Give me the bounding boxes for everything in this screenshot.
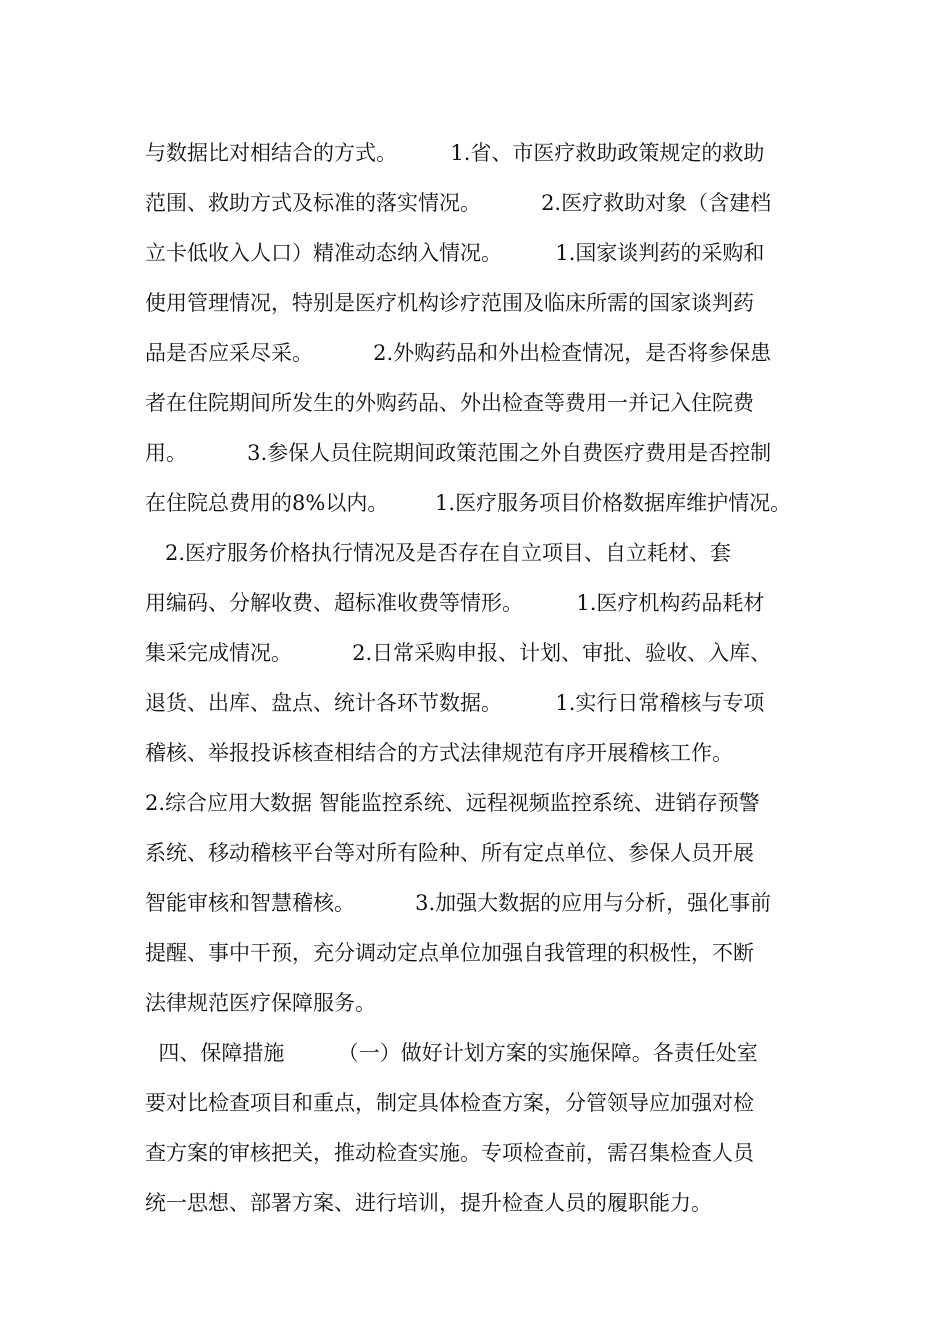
- text-line: 稽核、举报投诉核查相结合的方式法律规范有序开展稽核工作。: [145, 741, 733, 765]
- text-line: 立卡低收入人口）精准动态纳入情况。 1.国家谈判药的采购和: [145, 241, 765, 265]
- text-line: 在住院总费用的8%以内。 1.医疗服务项目价格数据库维护情况。: [145, 491, 792, 515]
- text-line: 退货、出库、盘点、统计各环节数据。 1.实行日常稽核与专项: [145, 691, 765, 715]
- text-line: 2.综合应用大数据 智能监控系统、远程视频监控系统、进销存预警: [145, 791, 760, 815]
- text-line: 集采完成情况。 2.日常采购申报、计划、审批、验收、入库、: [145, 641, 772, 665]
- text-line: 智能审核和智慧稽核。 3.加强大数据的应用与分析，强化事前: [145, 891, 772, 915]
- text-line: 与数据比对相结合的方式。 1.省、市医疗救助政策规定的救助: [145, 141, 765, 165]
- text-line: 系统、移动稽核平台等对所有险种、所有定点单位、参保人员开展: [145, 841, 754, 865]
- text-line: 统一思想、部署方案、进行培训，提升检查人员的履职能力。: [145, 1191, 712, 1215]
- text-line: 品是否应采尽采。 2.外购药品和外出检查情况，是否将参保患: [145, 341, 772, 365]
- text-line: 2.医疗服务价格执行情况及是否存在自立项目、自立耗材、套: [145, 541, 732, 565]
- text-line: 范围、救助方式及标准的落实情况。 2.医疗救助对象（含建档: [145, 191, 772, 215]
- text-line: 要对比检查项目和重点，制定具体检查方案，分管领导应加强对检: [145, 1091, 754, 1115]
- text-line: 查方案的审核把关，推动检查实施。专项检查前，需召集检查人员: [145, 1141, 754, 1165]
- text-line: 使用管理情况，特别是医疗机构诊疗范围及临床所需的国家谈判药: [145, 291, 754, 315]
- section-heading-line: 四、保障措施 （一）做好计划方案的实施保障。各责任处室: [145, 1041, 758, 1065]
- text-line: 者在住院期间所发生的外购药品、外出检查等费用一并记入住院费: [145, 391, 754, 415]
- text-line: 用编码、分解收费、超标准收费等情形。 1.医疗机构药品耗材: [145, 591, 765, 615]
- text-line: 提醒、事中干预，充分调动定点单位加强自我管理的积极性，不断: [145, 941, 754, 965]
- text-line: 法律规范医疗保障服务。: [145, 991, 376, 1015]
- text-line: 用。 3.参保人员住院期间政策范围之外自费医疗费用是否控制: [145, 441, 772, 465]
